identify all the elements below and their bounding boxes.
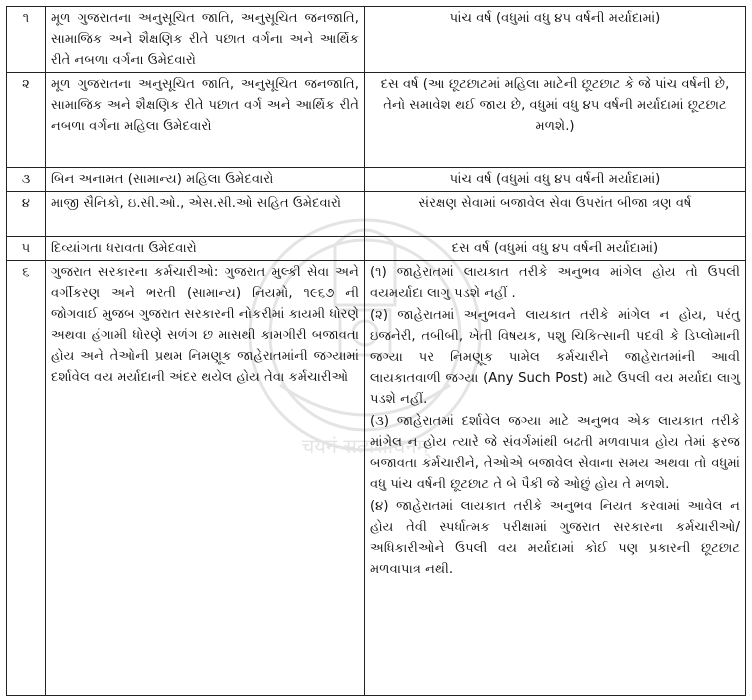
row-number: ૨ — [7, 73, 46, 168]
relaxation-cell: સંરક્ષણ સેવામાં બજાવેલ સેવા ઉપરાંત બીજા ત્રણ વર્ષ — [365, 192, 746, 237]
relaxation-clause: (૩) જાહેરાતમાં દર્શાવેલ જગ્યા માટે અનુભવ એક લાયકાત તરીકે માંગેલ ન હોય ત્યારે જે સંવર્ગમાંથી બઢતી મળવાપાત્ર હોય તેમાં ફરજ બજાવતા કર્મચારીને, તેઓએ બજાવેલ સેવાના સમય અથવા તો વધુમાં વધુ પાંચ વર્ષની છૂટછાટ તે બે પૈકી જે ઓછું હોય તે મળશે. — [370, 414, 740, 492]
category-cell: માજી સૈનિકો, ઇ.સી.ઓ., એસ.સી.ઓ સહિત ઉમેદવારો — [46, 192, 365, 237]
relaxation-cell: દસ વર્ષ (આ છૂટછાટમાં મહિલા માટેની છૂટછાટ કે જે પાંચ વર્ષની છે, તેનો સમાવેશ થઈ જાય છે, વધુમાં વધુ ૪૫ વર્ષની મર્યાદામાં છૂટછાટ મળશે.) — [365, 73, 746, 168]
relaxation-cell: પાંચ વર્ષ (વધુમાં વધુ ૪૫ વર્ષની મર્યાદામાં) — [365, 168, 746, 192]
row-number: ૬ — [7, 261, 46, 696]
row-number: ૪ — [7, 192, 46, 237]
relaxation-clause: (૨) જાહેરાતમાં અનુભવને લાયકાત તરીકે માંગેલ ન હોય, પરંતુ ઇજનેરી, તબીબી, ખેતી વિષયક, પશુ ચિકિત્સાની પદવી કે ડિપ્લોમાની જગ્યા પર નિમણૂક પામેલ કર્મચારીને જાહેરાતમાંની આવી લાયકાતવાળી જગ્યા (Any Such Post) માટે ઉપલી વય મર્યાદા લાગુ પડશે નહીં. — [370, 308, 740, 407]
row-number: ૧ — [7, 7, 46, 73]
table-row — [7, 237, 746, 261]
watermark-motto: चयनं सत्यशोधनम् — [301, 434, 429, 458]
table-row — [7, 7, 746, 73]
relaxation-clause: (૪) જાહેરાતમાં લાયકાત તરીકે અનુભવ નિયત કરવામાં આવેલ ન હોય તેવી સ્પર્ધાત્મક પરીક્ષામાં ગુજરાત સરકારના કર્મચારીઓ/અધિકારીઓને ઉપલી વય મર્યાદામાં કોઈ પણ પ્રકારની છૂટછાટ મળવાપાત્ર નથી. — [370, 499, 740, 577]
relaxation-cell: પાંચ વર્ષ (વધુમાં વધુ ૪૫ વર્ષની મર્યાદામાં) — [365, 7, 746, 73]
table-row — [7, 192, 746, 237]
row-number: ૫ — [7, 237, 46, 261]
table-row — [7, 73, 746, 168]
relaxation-clause: (૧) જાહેરાતમાં લાયકાત તરીકે અનુભવ માંગેલ હોય તો ઉપલી વયમર્યાદા લાગુ પડશે નહીં . — [370, 265, 740, 301]
category-cell: મૂળ ગુજરાતના અનુસૂચિત જાતિ, અનુસૂચિત જનજાતિ, સામાજિક અને શૈક્ષણિક રીતે પછાત વર્ગના અને આર્થિક રીતે નબળા વર્ગના ઉમેદવારો — [46, 7, 365, 73]
category-cell: ગુજરાત સરકારના કર્મચારીઓ: ગુજરાત મુલ્કી સેવા અને વર્ગીકરણ અને ભરતી (સામાન્ય) નિયમો, ૧૯૬૭ ની જોગવાઈ મુજબ ગુજરાત સરકારની નોકરીમાં કાયમી ધોરણે અથવા હંગામી ધોરણે સળંગ છ માસથી કામગીરી બજાવતા હોય અને તેઓની પ્રથમ નિમણૂક જાહેરાતમાંની જગ્યામાં દર્શાવેલ વય મર્યાદાની અંદર થયેલ હોય તેવા કર્મચારીઓ — [46, 261, 365, 696]
table-row — [7, 168, 746, 192]
category-cell: બિન અનામત (સામાન્ય) મહિલા ઉમેદવારો — [46, 168, 365, 192]
category-cell: દિવ્યાંગતા ધરાવતા ઉમેદવારો — [46, 237, 365, 261]
age-relaxation-table — [6, 6, 746, 696]
category-cell: મૂળ ગુજરાતના અનુસૂચિત જાતિ, અનુસૂચિત જનજાતિ, સામાજિક અને શૈક્ષણિક રીતે પછાત વર્ગ અને આર્થિક રીતે નબળા વર્ગના મહિલા ઉમેદવારો — [46, 73, 365, 168]
table-row — [7, 261, 746, 696]
relaxation-cell: દસ વર્ષ (વધુમાં વધુ ૪૫ વર્ષની મર્યાદામાં) — [365, 237, 746, 261]
relaxation-cell — [365, 261, 746, 696]
row-number: ૩ — [7, 168, 46, 192]
